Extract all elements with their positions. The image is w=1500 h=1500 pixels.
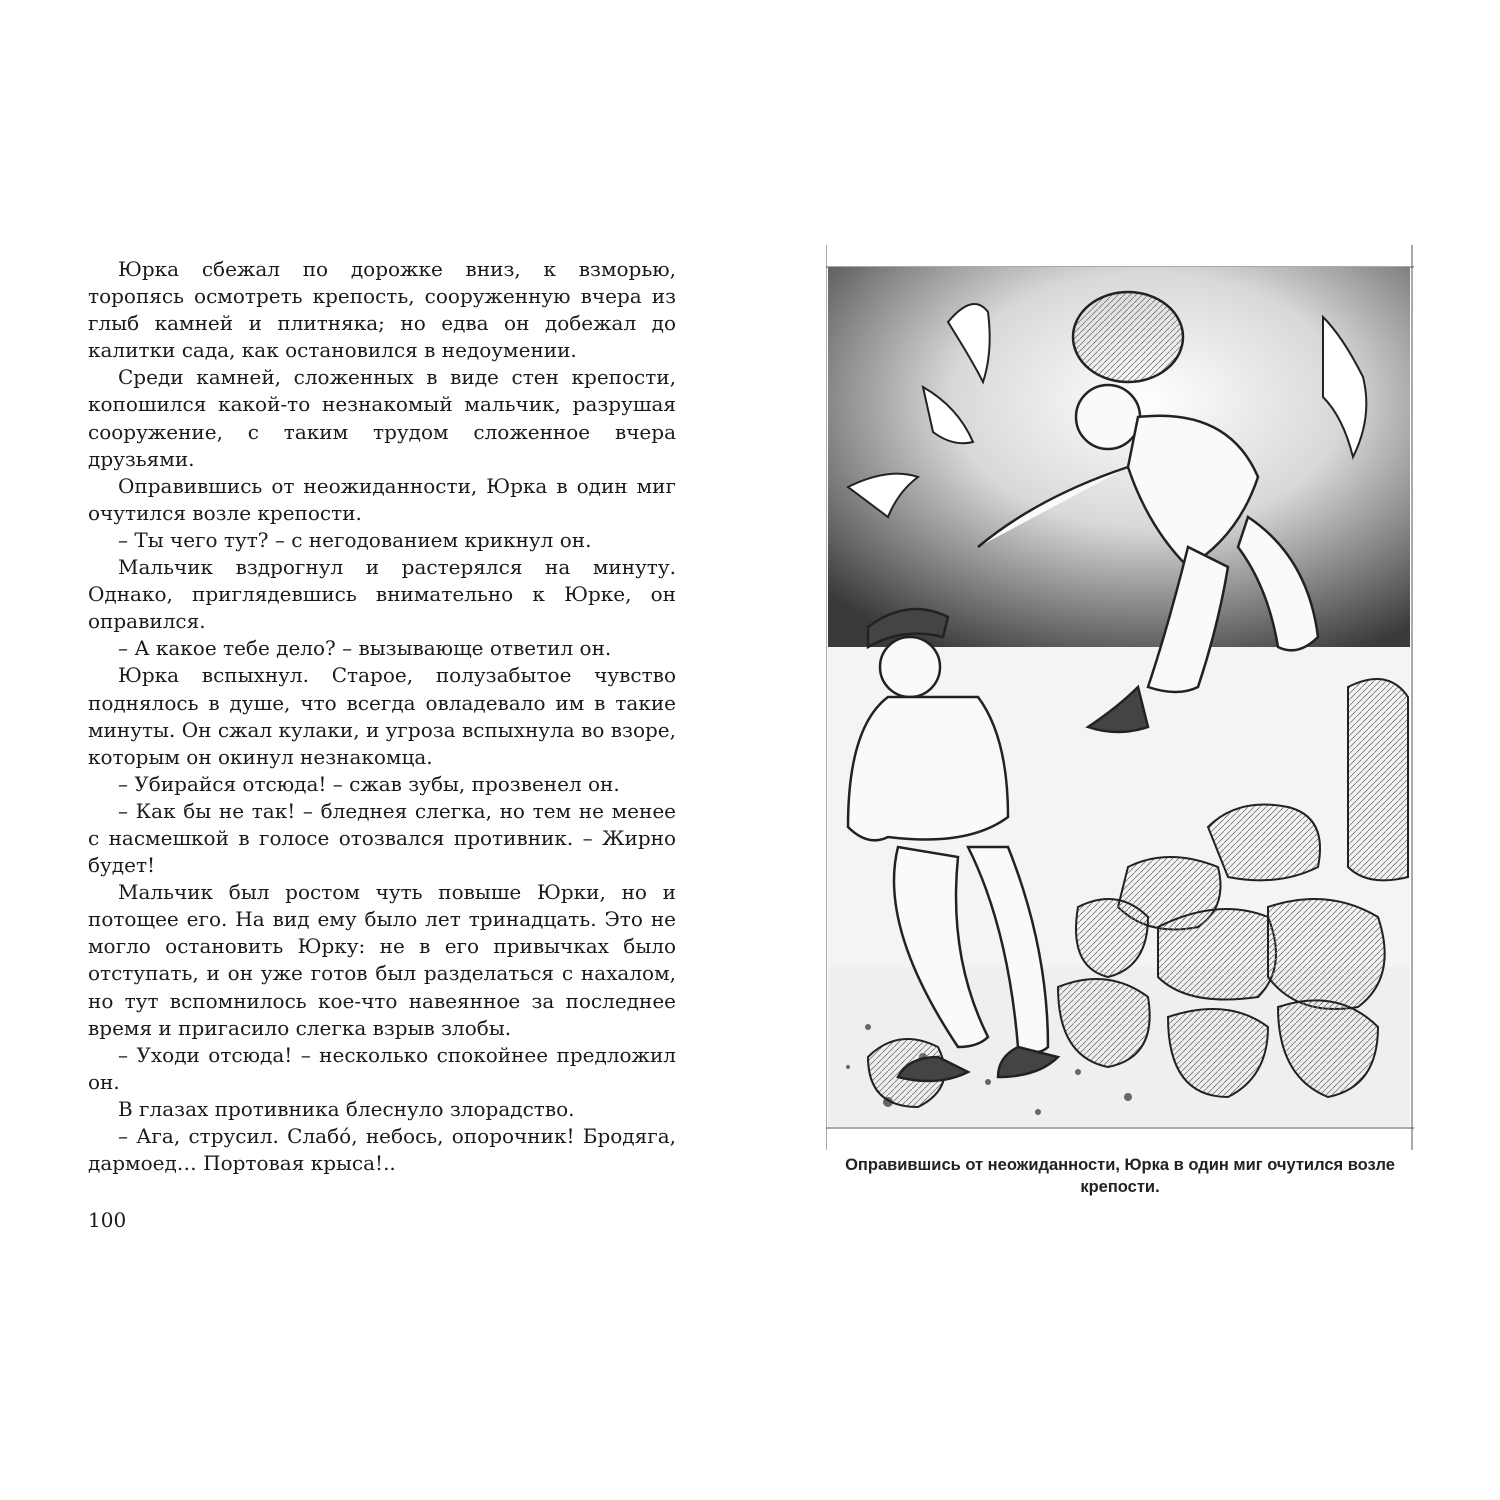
paragraph: – Как бы не так! – бледнея слегка, но тем не менее с насмешкой в голосе отозвался противник. – Жирно будет! (88, 798, 676, 878)
page-number: 100 (88, 1208, 127, 1232)
paragraph: Мальчик был ростом чуть повыше Юрки, но и потощее его. На вид ему было лет тринадцать. Это не могло остановить Юрку: не в его привычках было отступать, и он уже готов был разделаться с нахалом, но тут вспомнилось кое-что навеянное за последнее время и пригасило слегка взрыв злобы. (88, 880, 676, 1040)
left-page-text (88, 256, 676, 1177)
paragraph: Среди камней, сложенных в виде стен крепости, копошился какой-то незнакомый мальчик, разрушая сооружение, с таким трудом сложенное вчера друзьями. (88, 365, 676, 471)
illustration-caption: Оправившись от неожиданности, Юрка в один миг очутился возле крепости. (845, 1156, 1395, 1196)
paragraph: Юрка сбежал по дорожке вниз, к взморью, торопясь осмотреть крепость, сооруженную вчера из глыб камней и плитняка; но едва он добежал до калитки сада, как остановился в недоумении. (88, 257, 676, 363)
illustration-frame (826, 245, 1414, 1150)
paragraph: Юрка вспыхнул. Старое, полузабытое чувство поднялось в душе, что всегда овладевало им в такие минуты. Он сжал кулаки, и угроза вспыхнула во взоре, которым он окинул незнакомца. (88, 663, 676, 769)
paragraph: – Уходи отсюда! – несколько спокойнее предложил он. (88, 1042, 676, 1094)
paragraph: – А какое тебе дело? – вызывающе ответил он. (118, 636, 612, 661)
paragraph: – Ты чего тут? – с негодованием крикнул он. (118, 527, 592, 552)
paragraph: – Убирайся отсюда! – сжав зубы, прозвенел он. (118, 771, 620, 796)
fight-illustration (828, 267, 1410, 1127)
paragraph: В глазах противника блеснуло злорадство. (118, 1096, 575, 1121)
paragraph: Оправившись от неожиданности, Юрка в один миг очутился возле крепости. (88, 473, 676, 525)
illustration-drawing (828, 267, 1410, 1127)
paragraph: Мальчик вздрогнул и растерялся на минуту. Однако, приглядевшись внимательно к Юрке, он оправился. (88, 555, 676, 634)
paragraph: – Ага, струсил. Слабо́, небось, опорочник! Бродяга, дармоед… Портовая крыса!.. (88, 1124, 676, 1176)
